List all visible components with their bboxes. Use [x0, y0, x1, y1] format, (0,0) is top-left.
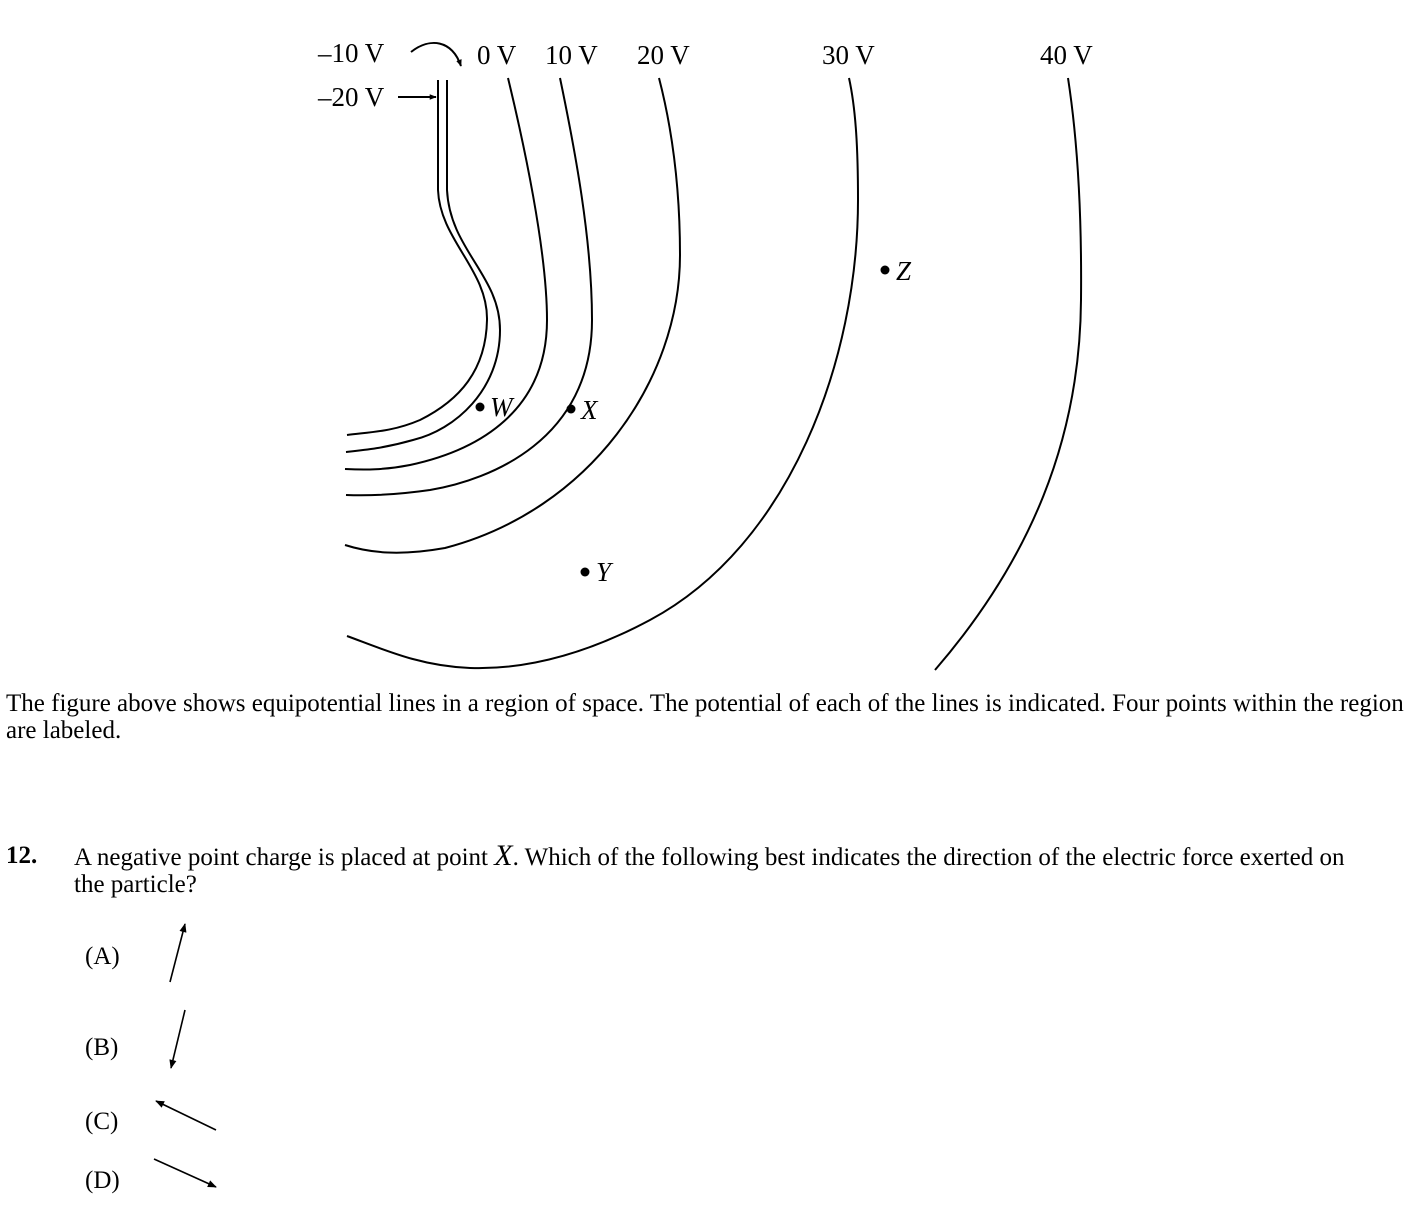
- equipotential-line-10: [346, 78, 592, 495]
- label-minus20: –20 V: [318, 82, 385, 112]
- choice-d-label[interactable]: (D): [85, 1167, 120, 1194]
- arrow-up-left-icon[interactable]: [140, 1090, 230, 1140]
- label-10v: 10 V: [545, 40, 598, 70]
- choice-a-label[interactable]: (A): [85, 943, 120, 970]
- arrow-down-left-icon[interactable]: [140, 1005, 220, 1075]
- minus10-label-arrow: [411, 43, 461, 66]
- stimulus-text: The figure above shows equipotential lines in a region of space. The potential of each of the lines is indicated. Four points within the region are labeled.: [6, 690, 1404, 744]
- label-40v: 40 V: [1040, 40, 1093, 70]
- label-20v: 20 V: [637, 40, 690, 70]
- question-number: 12.: [6, 842, 38, 869]
- choice-b-label[interactable]: (B): [85, 1034, 119, 1061]
- point-x-label: X: [581, 395, 598, 425]
- point-w-label: W: [490, 392, 513, 422]
- arrow-up-right-icon[interactable]: [140, 918, 220, 988]
- choice-c-label[interactable]: (C): [85, 1108, 119, 1135]
- equipotential-line-20: [345, 78, 680, 553]
- point-y-dot: [581, 568, 590, 577]
- arrow-down-right-icon[interactable]: [140, 1151, 230, 1201]
- equipotential-line-40: [935, 78, 1081, 670]
- point-w-dot: [476, 403, 485, 412]
- point-y-label: Y: [596, 557, 612, 587]
- question-variable: X: [494, 839, 513, 872]
- point-z-label: Z: [896, 256, 912, 286]
- point-z-dot: [881, 266, 890, 275]
- point-x-dot: [567, 405, 576, 414]
- label-minus10: –10 V: [318, 38, 385, 68]
- label-30v: 30 V: [822, 40, 875, 70]
- question-text: A negative point charge is placed at point X. Which of the following best indicates the direction of the electric force exerted on the particle?: [74, 839, 1345, 898]
- label-0v: 0 V: [477, 40, 517, 70]
- equipotential-line-minus10: [346, 80, 500, 452]
- equipotential-line-minus20: [347, 80, 487, 435]
